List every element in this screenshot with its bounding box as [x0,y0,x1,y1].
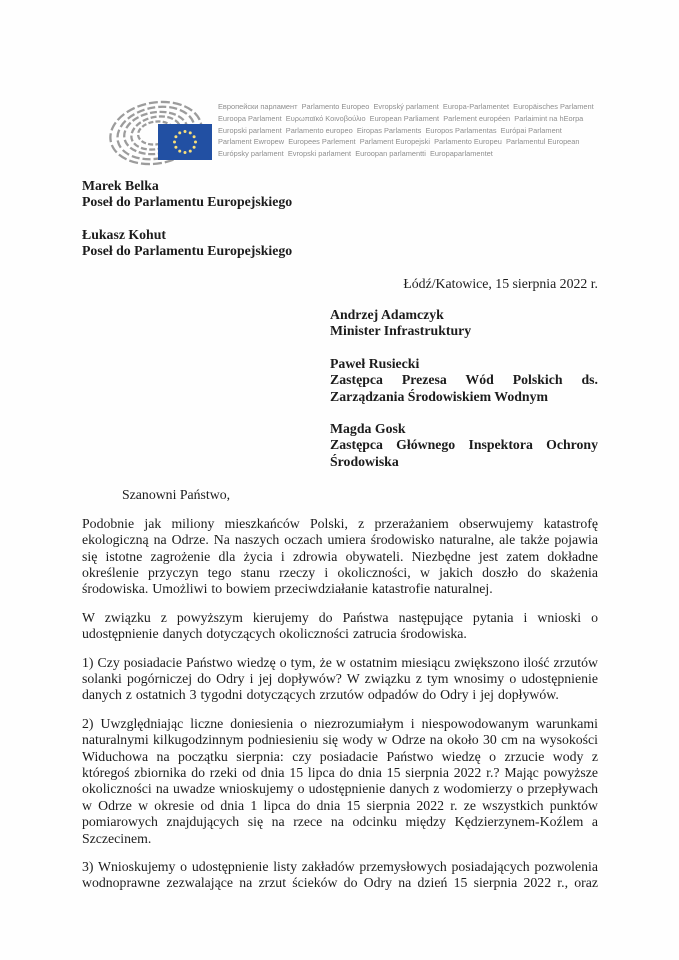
salutation: Szanowni Państwo, [122,487,231,503]
european-parliament-logo-icon [108,98,212,168]
logo-language-line: Európsky parlament Evropski parlament Euroopan parlamentti Europaparlamentet [218,149,493,159]
logo-language-block [218,98,594,160]
recipient-name: Magda Gosk [330,421,406,437]
body-paragraph: 3) Wnioskujemy o udostępnienie listy zakładów przemysłowych posiadających pozwolenia wodnoprawne zezwalające na zrzut ścieków do Odry na dzień 15 sierpnia 2022 r., oraz [82,859,598,891]
letter-body [0,178,679,892]
recipient-title: Zastępca Prezesa Wód Polskich ds. Zarządzania Środowiskiem Wodnym [330,372,598,404]
body-paragraph: W związku z powyższym kierujemy do Państwa następujące pytania i wnioski o udostępnienie danych dotyczących okoliczności zatrucia środowiska. [82,609,598,642]
letterhead [108,98,679,168]
recipient-title: Minister Infrastruktury [330,323,472,339]
sender-list [82,178,598,260]
sender-name: Łukasz Kohut [82,226,166,242]
sender-block [82,227,598,260]
recipient-block [330,356,598,405]
recipient-name: Paweł Rusiecki [330,355,420,371]
logo-language-line: Parlament Ewropew Europees Parlement Parlament Europejski Parlamento Europeu Parlamentul European [218,137,580,147]
sender-title: Poseł do Parlamentu Europejskiego [82,194,293,210]
sender-block [82,178,598,211]
body-paragraph: 2) Uwzględniając liczne doniesienia o niezrozumiałym i niespowodowanym warunkami naturalnymi kilkugodzinnym podniesieniu się wody w Odrze na około 30 cm na wysokości Widuchowa na początku sierpnia: czy posiadacie Państwo wiedzę o zrzucie wody z któregoś zbiornika do rzeki od dnia 15 lipca do dnia 15 sierpnia 2022 r.? Mając powyższe okoliczności na uwadze wnioskujemy o udostępnienie danych z wodomierzy o przepływach w Odrze w okresie od dnia 1 lipca do dnia 15 sierpnia 2022 r. ze wszystkich punktów pomiarowych znajdujących się na rzece na odcinku między Kędzierzynem-Koźlem a Szczecinem. [82,715,598,846]
recipient-block [330,307,598,340]
recipient-list [330,307,598,470]
recipient-title: Zastępca Głównego Inspektora Ochrony Środowiska [330,437,598,469]
dateline: Łódź/Katowice, 15 sierpnia 2022 r. [403,275,598,291]
logo-language-line: Европейски парламент Parlamento Europeo Evropský parlament Europa-Parlamentet Europäisches Parlament [218,102,594,111]
logo-language-line: Euroopa Parlament Ευρωπαϊκό Κοινοβούλιο European Parliament Parlement européen Parlaimint na hEorpa [218,113,584,123]
sender-title: Poseł do Parlamentu Europejskiego [82,243,293,259]
recipient-name: Andrzej Adamczyk [330,307,444,323]
eu-flag [158,124,212,160]
body-paragraph: Podobnie jak miliony mieszkańców Polski, z przerażaniem obserwujemy katastrofę ekologiczną na Odrze. Na naszych oczach umiera środowisko naturalne, ale także pojawia się istotne zagrożenie dla życia i zdrowia obywateli. Niezbędne jest zatem dokładne określenie przyczyn tego stanu rzeczy i okoliczności, w jakich doszło do skażenia środowiska. Umożliwi to bowiem przeciwdziałanie katastrofie naturalnej. [82,515,598,597]
logo-language-line: Europski parlament Parlamento europeo Eiropas Parlaments Europos Parlamentas Európai Parlament [218,125,562,135]
body-paragraph: 1) Czy posiadacie Państwo wiedzę o tym, że w ostatnim miesiącu zwiększono ilość zrzutów solanki pogórniczej do Odry i jej dopływów? W związku z tym wnosimy o udostępnienie danych z ostatnich 3 tygodni dotyczących zrzutów odpadów do Odry i jej dopływów. [82,654,598,703]
sender-name: Marek Belka [82,178,159,193]
recipient-block [330,421,598,470]
